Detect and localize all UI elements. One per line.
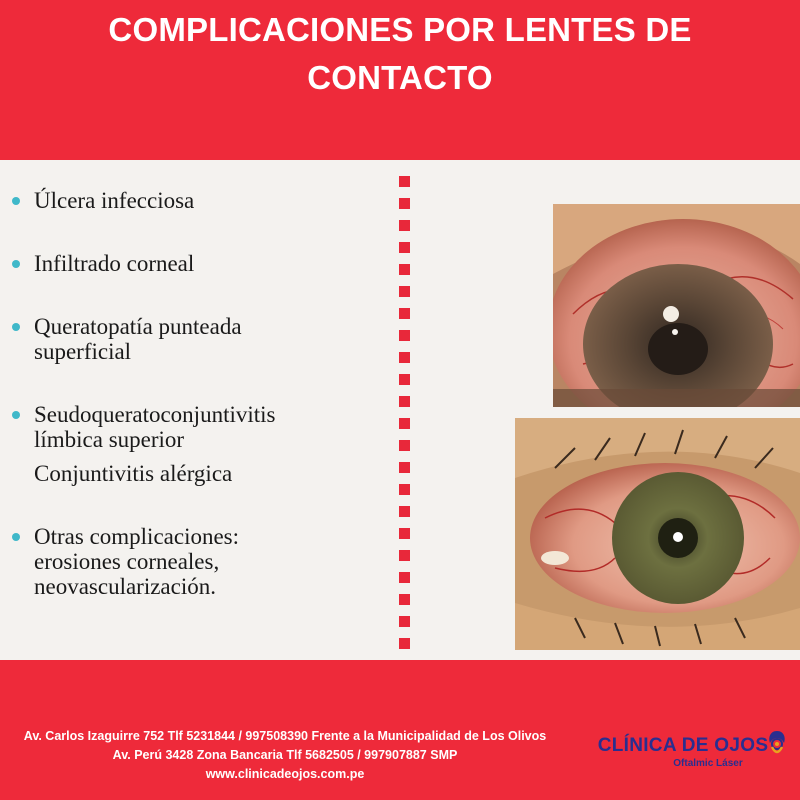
- bullet-dot-icon: [12, 533, 20, 541]
- bullet-text-line-3: neovascularización.: [34, 574, 216, 599]
- bullet-subtext: Conjuntivitis alérgica: [34, 461, 233, 486]
- bullet-text-line-2: superficial: [34, 339, 132, 364]
- title-line-1: COMPLICACIONES POR LENTES DE: [108, 11, 692, 48]
- bullet-dot-icon: [12, 197, 20, 205]
- title-line-2: CONTACTO: [307, 59, 493, 96]
- bullet-text-line-1: Queratopatía punteada: [34, 314, 242, 339]
- bullet-text-line-2: erosiones corneales,: [34, 549, 220, 574]
- bullet-item: [10, 524, 395, 599]
- bullet-text: Úlcera infecciosa: [34, 188, 195, 213]
- logo-mark-icon: [766, 729, 788, 759]
- eye-photo-conjunctivitis: [515, 418, 800, 650]
- dashed-divider: [399, 176, 410, 660]
- clinic-logo: [578, 735, 788, 769]
- logo-subtitle: Oftalmic Láser: [673, 758, 743, 769]
- bullet-dot-icon: [12, 323, 20, 331]
- bullet-item: [10, 188, 395, 213]
- bullet-dot-icon: [12, 260, 20, 268]
- bullet-text-line-1: Otras complicaciones:: [34, 524, 240, 549]
- slide-panel: [0, 160, 800, 660]
- bullet-dot-icon: [12, 411, 20, 419]
- eye-conjunctivitis-image: [515, 418, 800, 650]
- eye-ulcer-image: [553, 204, 800, 407]
- eye-photo-ulcer: [553, 204, 800, 407]
- address-line-2: Av. Perú 3428 Zona Bancaria Tlf 5682505 / 997907887 SMP: [112, 748, 458, 762]
- bullet-item: [10, 251, 395, 276]
- logo-name: CLÍNICA DE OJOS: [597, 735, 769, 756]
- website-link[interactable]: www.clinicadeojos.com.pe: [205, 767, 365, 781]
- page-title: [0, 6, 800, 102]
- address-line-1: Av. Carlos Izaguirre 752 Tlf 5231844 / 997508390 Frente a la Municipalidad de Los Olivos: [23, 729, 547, 743]
- bullet-item: [10, 402, 395, 486]
- bullet-text: Infiltrado corneal: [34, 251, 195, 276]
- footer-addresses: [0, 727, 570, 784]
- bullet-text-line-2: límbica superior: [34, 427, 185, 452]
- bullet-list: [10, 188, 395, 599]
- bullet-item: [10, 314, 395, 364]
- bullet-text-line-1: Seudoqueratoconjuntivitis: [34, 402, 276, 427]
